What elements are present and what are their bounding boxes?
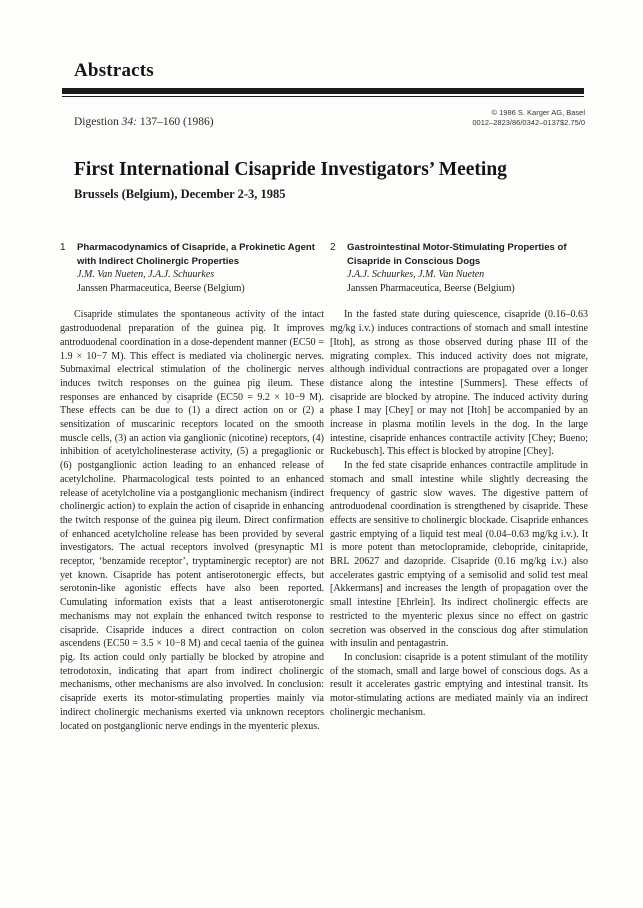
abstract-title: Gastrointestinal Motor-Stimulating Properties of Cisapride in Conscious Dogs <box>347 242 567 267</box>
abstract-paragraph: In conclusion: cisapride is a potent stimulant of the motility of the stomach, small and large bowel of conscious dogs. As a result it accelerates gastric emptying and intestinal transit. Its motor-stimulating actions are mediated mainly via an indirect cholinergic mechanism. <box>330 651 588 718</box>
issn-line: 0012–2823/86/0342–0137$2.75/0 <box>472 118 585 127</box>
abstract-body <box>60 308 324 733</box>
journal-pages: 137–160 (1986) <box>139 116 214 128</box>
abstract-title: Pharmacodynamics of Cisapride, a Prokinetic Agent with Indirect Cholinergic Properties <box>77 242 315 267</box>
journal-name: Digestion <box>74 116 119 128</box>
abstract-2 <box>330 241 588 720</box>
abstract-paragraph: Cisapride stimulates the spontaneous activity of the intact gastroduodenal preparation of the guinea pig. It improves antroduodenal coordination in a dose-dependent manner (EC50 = 1.9 × 10−7 M). This effect is mediated via cholinergic nerves. Submaximal electrical stimulation of the cholinergic nerves induces twitch responses on the guinea pig ileum. These responses are enhanced by cisapride (EC50 = 9.2 × 10−9 M). These effects can be due to (1) a direct action on or (2) a sensitization of muscarinic receptors located on the smooth muscle cells, (3) an action via ganglionic (nicotine) receptors, (4) inhibition of acetylcholinesterase activity, (5) a pregaglionic or (6) postganglionic action leading to an enhanced release of acetylcholine. Pharmacological tests pointed to an enhanced release of acetylcholine via a postganglionic mechanism (indirect cholinergic action) to explain the action of cisapride in enhancing the twitch response of the guinea pig ileum. Direct confirmation of enhanced acetylcholine release has been provided by several investigators. The actual receptors involved (presynaptic M1 receptor, ‘benzamide receptor’, tryptaminergic receptor) are not yet known. Cisapride has potent antiserotonergic effects, but serotonin-like agonistic effects have also been reported. Cumulating information exists that a least antiserotonergic mechanisms may not explain the enhanced twitch response to cisapride. Cisapride induces a direct contraction on colon ascendens (EC50 = 3.5 × 10−8 M) and cecal taenia of the guinea pig. Its action could only partially be blocked by atropine and tetrodotoxin, indicating that apart from indirect cholinergic mechanisms, other mechanisms are also involved. In conclusion: cisapride exerts its motor-stimulating properties mainly via indirect cholinergic mechanisms exerted via unknown receptors located on postganglionic nerve endings in the myenteric plexus. <box>60 309 324 732</box>
meeting-title: First International Cisapride Investigators’ Meeting <box>74 159 507 180</box>
copyright-notice <box>472 108 585 128</box>
header-rule-thin <box>62 96 584 97</box>
abstract-header <box>330 241 588 295</box>
meeting-subtitle: Brussels (Belgium), December 2-3, 1985 <box>74 187 286 201</box>
abstract-authors: J.M. Van Nueten, J.A.J. Schuurkes <box>77 269 215 280</box>
journal-volume: 34: <box>121 116 137 128</box>
abstract-affiliation: Janssen Pharmaceutica, Beerse (Belgium) <box>347 282 515 294</box>
abstract-number: 2 <box>330 242 336 253</box>
section-heading: Abstracts <box>74 60 154 81</box>
abstract-number: 1 <box>60 242 66 253</box>
copyright-line: © 1986 S. Karger AG, Basel <box>491 108 585 117</box>
abstract-header <box>60 241 324 295</box>
abstract-authors: J.A.J. Schuurkes, J.M. Van Nueten <box>347 269 485 280</box>
abstract-paragraph: In the fasted state during quiescence, cisapride (0.16–0.63 mg/kg i.v.) induces contractions of stomach and small intestine [Itoh], as strong as those observed during phase III of the migrating complex. This induced activity does not migrate, although individual contractions are propagated over a longer distance along the intestine [Summers]. These effects of cisapride are blocked by atropine. The induced activity during phase I may [Chey] or may not [Itoh] be accompanied by an increase in plasma motilin levels in the dog. In the large intestine, cisapride enhances contractile activity [Chey; Bueno; Ruckebusch]. This effect is blocked by atropine [Chey]. <box>330 309 588 458</box>
abstract-paragraph: In the fed state cisapride enhances contractile amplitude in stomach and small intestine while slightly decreasing the frequency of gastric slow waves. The digestive pattern of antroduodenal coordination is strengthened by cisapride. These effects are sensitive to cholinergic blockade. Cisapride enhances gastric emptying of a liquid test meal (0.04–0.63 mg/kg i.v.). It is more potent than metoclopramide, clebopride, cinitapride, BRL 20627 and dazopride. Cisapride (0.16 mg/kg i.v.) also accelerates gastric emptying of a semisolid and solid test meal [Akkermans] and increases the length of propagation over the small intestine [Ehrlein]. Its indirect cholinergic effects are restricted to the myenteric plexus since no effect on gastric secretion was observed in the conscious dog after stimulation with insulin and pentagastrin. <box>330 460 588 650</box>
header-rule-thick <box>62 88 584 94</box>
abstract-affiliation: Janssen Pharmaceutica, Beerse (Belgium) <box>77 282 245 294</box>
abstract-body <box>330 308 588 719</box>
journal-citation <box>74 116 214 128</box>
abstract-1 <box>60 241 324 733</box>
